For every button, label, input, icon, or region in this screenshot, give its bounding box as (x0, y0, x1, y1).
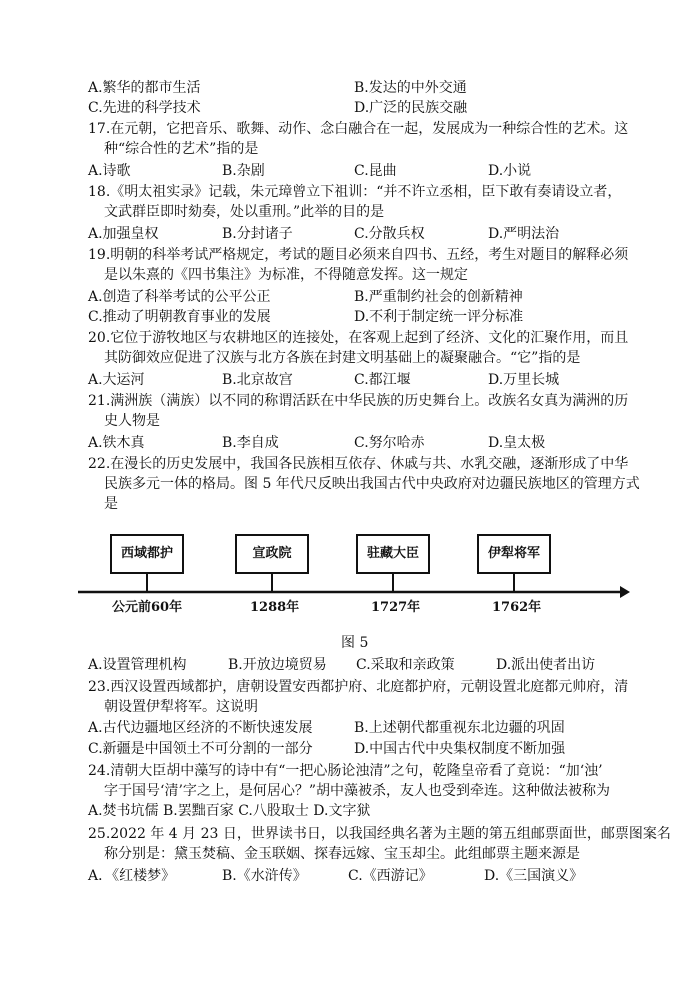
q19-option-c: C.推动了明朝教育事业的发展 (88, 309, 271, 325)
figure-5-caption: 图 5 (341, 635, 369, 651)
q21-option-b: B.李自成 (222, 435, 279, 451)
q25-option-b: B.《水浒传》 (222, 868, 307, 884)
timeline-box-xiyu-duhu: 西域都护 (110, 534, 184, 574)
q19-option-a: A.创造了科举考试的公平公正 (88, 289, 271, 305)
q24-stem-line2: 字于国号‘清’字之上，是何居心？”胡中藻被杀，友人也受到牵连。这种做法被称为 (104, 783, 611, 799)
q24-options-line: A.焚书坑儒 B.罢黜百家 C.八股取士 D.文字狱 (88, 803, 371, 819)
timeline-box-yili-jiangjun: 伊犁将军 (477, 534, 551, 574)
q17-option-b: B.杂剧 (222, 163, 265, 179)
q16-option-c: C.先进的科学技术 (88, 100, 201, 116)
q20-option-d: D.万里长城 (488, 372, 560, 388)
q19-stem-line2: 是以朱熹的《四书集注》为标准，不得随意发挥。这一规定 (104, 267, 468, 283)
q23-option-a: A.古代边疆地区经济的不断快速发展 (88, 720, 313, 736)
q25-option-c: C.《西游记》 (348, 868, 433, 884)
q24-stem-line1: 24.清朝大臣胡中藻写的诗中有“一把心肠论浊清”之句，乾隆皇帝看了竟说：“加‘浊’ (88, 763, 603, 779)
timeline-box-zhuzang-dachen: 驻藏大臣 (356, 534, 430, 574)
q19-option-b: B.严重制约社会的创新精神 (354, 289, 523, 305)
q20-stem-line1: 20.它位于游牧地区与农耕地区的连接处，在客观上起到了经济、文化的汇聚作用，而且 (88, 330, 629, 346)
q25-stem-line2: 称分别是：黛玉焚稿、金玉联姻、探春远嫁、宝玉却尘。此组邮票主题来源是 (104, 846, 580, 862)
q18-option-b: B.分封诸子 (222, 226, 293, 242)
q20-option-c: C.都江堰 (354, 372, 411, 388)
q18-option-c: C.分散兵权 (354, 226, 425, 242)
q17-option-a: A.诗歌 (88, 163, 131, 179)
q25-option-d: D.《三国演义》 (484, 868, 584, 884)
q18-option-d: D.严明法治 (488, 226, 560, 242)
q17-stem-line2: 种“综合性的艺术”指的是 (104, 141, 259, 157)
q17-option-d: D.小说 (488, 163, 532, 179)
q18-option-a: A.加强皇权 (88, 226, 159, 242)
q21-option-c: C.努尔哈赤 (354, 435, 425, 451)
timeline-label-1762: 1762年 (492, 600, 542, 615)
q22-option-a: A.设置管理机构 (88, 657, 187, 673)
q18-stem-line2: 文武群臣即时劾奏，处以重刑。”此举的目的是 (104, 204, 385, 220)
q22-stem-line3: 是 (104, 496, 118, 512)
q17-stem-line1: 17.在元朝，它把音乐、歌舞、动作、念白融合在一起，发展成为一种综合性的艺术。这 (88, 121, 629, 137)
timeline-label-1727: 1727年 (371, 600, 421, 615)
q20-option-a: A.大运河 (88, 372, 145, 388)
q23-stem-line1: 23.西汉设置西域都护，唐朝设置安西都护府、北庭都护府，元朝设置北庭都元帅府，清 (88, 679, 629, 695)
q16-option-a: A.繁华的都市生活 (88, 80, 201, 96)
q25-option-a: A．《红楼梦》 (88, 868, 176, 884)
figure-5-timeline (70, 528, 630, 623)
q16-option-d: D.广泛的民族交融 (354, 100, 468, 116)
q16-option-b: B.发达的中外交通 (354, 80, 467, 96)
q23-option-d: D.中国古代中央集权制度不断加强 (354, 741, 566, 757)
q23-option-c: C.新疆是中国领土不可分割的一部分 (88, 741, 313, 757)
q21-stem-line2: 史人物是 (104, 413, 160, 429)
q19-stem-line1: 19.明朝的科举考试严格规定，考试的题目必须来自四书、五经，考生对题目的解释必须 (88, 247, 629, 263)
q23-option-b: B.上述朝代都重视东北边疆的巩固 (354, 720, 565, 736)
timeline-label-60bc: 公元前60年 (112, 600, 183, 615)
q22-option-c: C.采取和亲政策 (356, 657, 455, 673)
timeline-axis-arrow-icon (620, 586, 630, 598)
q21-option-a: A.铁木真 (88, 435, 145, 451)
q18-stem-line1: 18.《明太祖实录》记载，朱元璋曾立下祖训：“并不许立丞相，臣下敢有奏请设立者， (88, 184, 622, 200)
q20-option-b: B.北京故宫 (222, 372, 293, 388)
q22-option-d: D.派出使者出访 (496, 657, 596, 673)
q23-stem-line2: 朝设置伊犁将军。这说明 (104, 699, 258, 715)
q22-option-b: B.开放边境贸易 (228, 657, 327, 673)
q22-stem-line2: 民族多元一体的格局。图 5 年代尺反映出我国古代中央政府对边疆民族地区的管理方式 (104, 476, 640, 492)
q17-option-c: C.昆曲 (354, 163, 397, 179)
q25-stem-line1: 25.2022 年 4 月 23 日，世界读书日，以我国经典名著为主题的第五组邮票面世，邮票图案名 (88, 826, 671, 842)
timeline-box-xuanzhengyuan: 宣政院 (235, 534, 309, 574)
q20-stem-line2: 其防御效应促进了汉族与北方各族在封建文明基础上的凝聚融合。“它”指的是 (104, 350, 581, 366)
q22-stem-line1: 22.在漫长的历史发展中，我国各民族相互依存、休戚与共、水乳交融，逐渐形成了中华 (88, 456, 629, 472)
timeline-label-1288: 1288年 (250, 600, 300, 615)
q19-option-d: D.不利于制定统一评分标准 (354, 309, 524, 325)
q21-stem-line1: 21.满洲族（满族）以不同的称谓活跃在中华民族的历史舞台上。改族名女真为满洲的历 (88, 393, 629, 409)
q21-option-d: D.皇太极 (488, 435, 546, 451)
